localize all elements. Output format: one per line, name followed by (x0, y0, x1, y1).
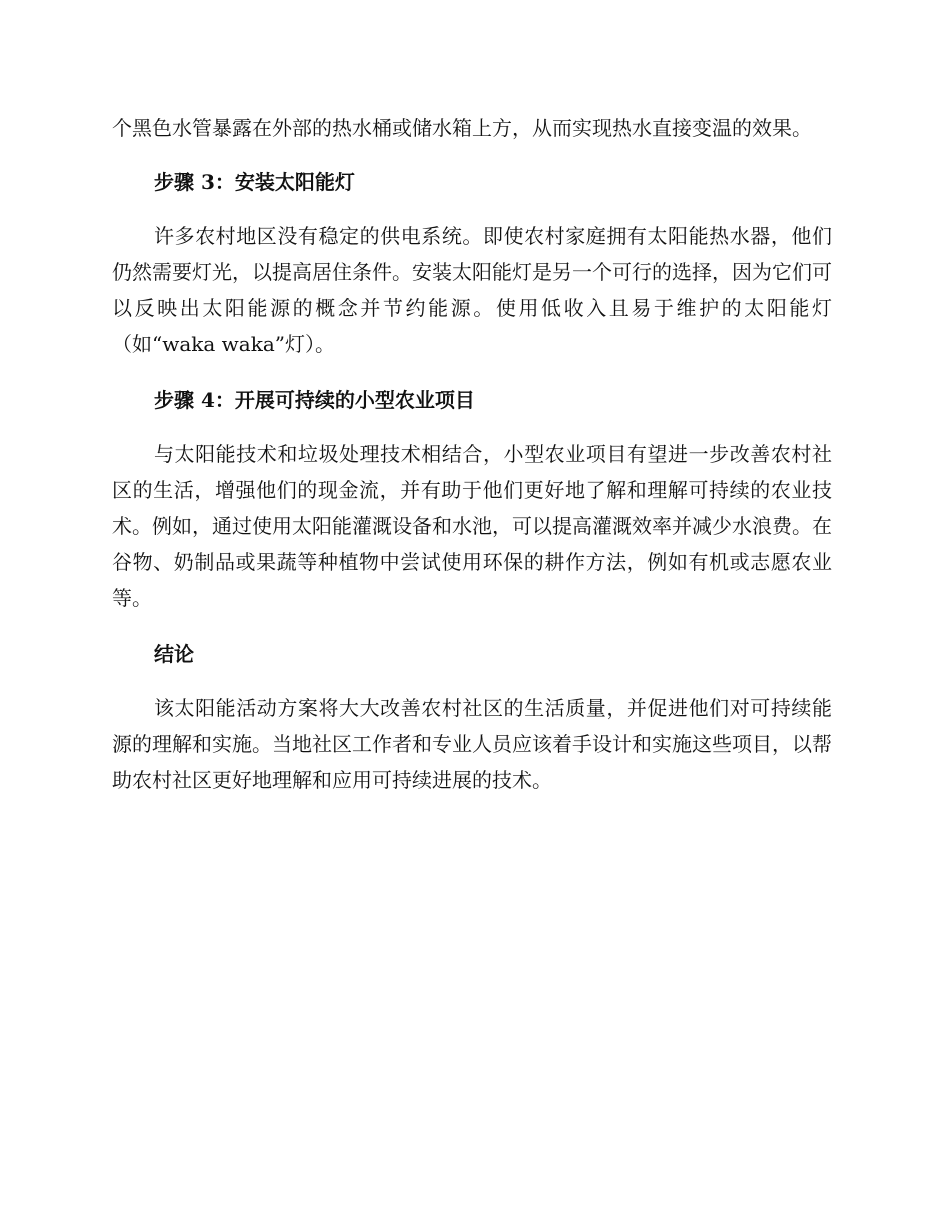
document-body (112, 110, 832, 798)
paragraph-spacer (112, 200, 832, 218)
step3-paragraph: 许多农村地区没有稳定的供电系统。即使农村家庭拥有太阳能热水器，他们仍然需要灯光，以提高居住条件。安装太阳能灯是另一个可行的选择，因为它们可以反映出太阳能源的概念并节约能源。使用低收入且易于维护的太阳能灯（如“waka waka”灯）。 (112, 224, 832, 356)
conclusion-paragraph: 该太阳能活动方案将大大改善农村社区的生活质量，并促进他们对可持续能源的理解和实施。当地社区工作者和专业人员应该着手设计和实施这些项目，以帮助农村社区更好地理解和应用可持续进展的技术。 (112, 696, 832, 792)
paragraph-spacer (112, 362, 832, 382)
paragraph-spacer (112, 418, 832, 436)
step4-heading: 步骤 4：开展可持续的小型农业项目 (154, 388, 475, 412)
intro-continuation-paragraph: 个黑色水管暴露在外部的热水桶或储水箱上方，从而实现热水直接变温的效果。 (112, 116, 812, 140)
conclusion-heading: 结论 (154, 642, 194, 666)
paragraph-spacer (112, 672, 832, 690)
paragraph-spacer (112, 146, 832, 164)
paragraph-spacer (112, 616, 832, 636)
step4-paragraph: 与太阳能技术和垃圾处理技术相结合，小型农业项目有望进一步改善农村社区的生活，增强他们的现金流，并有助于他们更好地了解和理解可持续的农业技术。例如，通过使用太阳能灌溉设备和水池，可以提高灌溉效率并减少水浪费。在谷物、奶制品或果蔬等种植物中尝试使用环保的耕作方法，例如有机或志愿农业等。 (112, 442, 832, 610)
step3-heading: 步骤 3：安装太阳能灯 (154, 170, 355, 194)
